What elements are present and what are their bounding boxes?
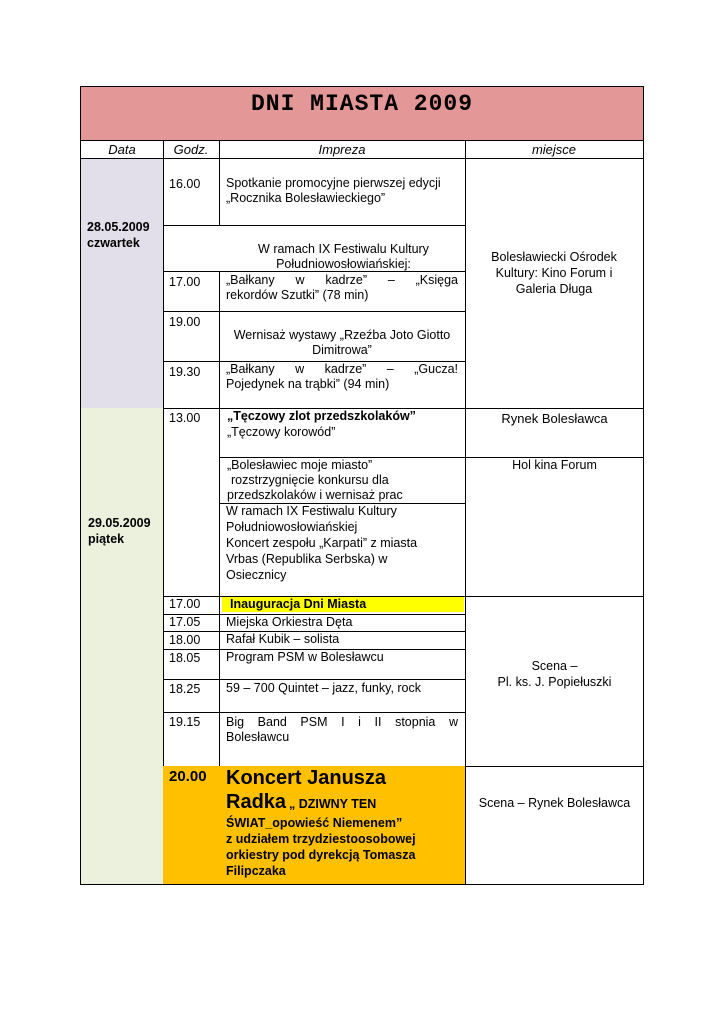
day2-event-cell-5 [219, 614, 466, 632]
final-sub-inline: „ DZIWNY TEN [289, 797, 377, 811]
day1-time-cell-5 [163, 361, 220, 409]
day2-place-cell-final [465, 766, 644, 885]
day2-event-9-line1: Big Band PSM I i II stopnia w [226, 715, 458, 729]
day2-place-cell-2 [465, 457, 644, 597]
day2-time-5: 17.05 [169, 615, 201, 629]
day1-time-3: 17.00 [169, 275, 201, 289]
day2-event-cell-6 [219, 631, 466, 650]
day2-date-cell [80, 408, 164, 885]
day2-date: 29.05.2009 [88, 516, 151, 530]
day2-event-2-line3: przedszkolaków i wernisaż prac [227, 488, 403, 502]
day2-event-cell-3 [219, 503, 466, 597]
day2-time-cell-5 [163, 614, 220, 632]
schedule-title: DNI MIASTA 2009 [250, 91, 474, 117]
final-title-line2: Radka [226, 791, 287, 813]
header-event: Impreza [219, 141, 466, 159]
day2-event-cell-7 [219, 649, 466, 680]
final-line6: Filipczaka [226, 864, 286, 878]
day2-event-1-text: „Tęczowy korowód” [227, 425, 336, 439]
day1-event-3-line2: rekordów Szutki” (78 min) [226, 288, 369, 302]
day2-event-8: 59 – 700 Quintet – jazz, funky, rock [226, 681, 422, 695]
day1-time-1: 16.00 [169, 177, 201, 191]
day2-event-1-bold: „Tęczowy zlot przedszkolaków” [227, 409, 416, 423]
final-line4: z udziałem trzydziestoosobowej [226, 832, 416, 846]
day2-place-cell-1 [465, 408, 644, 458]
header-date: Data [80, 141, 164, 159]
day1-event-cell-2 [163, 225, 466, 272]
day2-time-cell-7 [163, 649, 220, 680]
day1-time-cell-3 [163, 271, 220, 312]
day2-time-cell-6 [163, 631, 220, 650]
day2-event-3-line1: W ramach IX Festiwalu Kultury [226, 504, 397, 518]
day1-place-cell [465, 159, 644, 409]
day2-event-cell-2 [219, 457, 466, 504]
day2-time-cell-1 [163, 408, 220, 597]
day2-event-2-line1: „Bolesławiec moje miasto” [227, 458, 373, 472]
day1-event-cell-3 [219, 271, 466, 312]
day2-event-cell-8 [219, 679, 466, 713]
day2-event-9-line2: Bolesławcu [226, 730, 290, 744]
day2-time-4: 17.00 [169, 597, 201, 611]
day1-event-cell-4 [219, 311, 466, 362]
header-time: Godz. [163, 141, 220, 159]
day1-event-4: Wernisaż wystawy „Rzeźba Joto Giotto Dimitrowa” [233, 328, 451, 357]
day2-time-6: 18.00 [169, 633, 201, 647]
day2-event-4: Inauguracja Dni Miasta [230, 597, 367, 611]
scena-place-line1: Scena – [531, 659, 578, 673]
day1-event-3-line1: „Bałkany w kadrze” – „Księga [226, 273, 458, 287]
day2-time-1: 13.00 [169, 411, 201, 425]
day2-time-9: 19.15 [169, 715, 201, 729]
day2-event-2-line2: rozstrzygnięcie konkursu dla [231, 473, 389, 487]
day1-time-5: 19.30 [169, 365, 201, 379]
day2-time-8: 18.25 [169, 682, 201, 696]
day2-event-3-line3: Koncert zespołu „Karpati” z miasta [226, 536, 418, 550]
day1-time-cell-4 [163, 311, 220, 362]
day1-event-2-line1: W ramach IX Festiwalu Kultury [258, 242, 429, 256]
day2-event-3-line5: Osiecznicy [226, 568, 287, 582]
day2-event-cell-1 [219, 408, 466, 458]
day2-place-1: Rynek Bolesławca [501, 411, 608, 426]
day1-event-cell-1 [219, 159, 466, 226]
day2-time-cell-8 [163, 679, 220, 713]
day1-place: Bolesławiecki Ośrodek Kultury: Kino Forum i Galeria Długa [491, 250, 617, 296]
day2-event-3-line2: Południowosłowiańskiej [226, 520, 358, 534]
day1-event-1: Spotkanie promocyjne pierwszej edycji „Rocznika Bolesławieckiego” [226, 176, 441, 205]
day1-time-cell-1 [163, 159, 220, 226]
day2-event-7: Program PSM w Bolesławcu [226, 650, 384, 664]
day2-event-6: Rafał Kubik – solista [226, 632, 340, 646]
final-time: 20.00 [169, 768, 207, 785]
day2-event-cell-4 [219, 596, 466, 615]
schedule-title-bar [80, 86, 644, 141]
scena-place-line2: Pl. ks. J. Popiełuszki [497, 675, 612, 689]
day2-time-cell-4 [163, 596, 220, 615]
day2-place-cell-scena [465, 596, 644, 767]
day2-time-cell-final [163, 766, 220, 885]
final-place: Scena – Rynek Bolesławca [478, 796, 631, 810]
day1-event-5-line1: „Bałkany w kadrze” – „Gucza! [226, 362, 458, 376]
day1-event-2-line2: Południowosłowiańskiej: [276, 257, 411, 271]
day2-time-cell-9 [163, 712, 220, 767]
day2-time-7: 18.05 [169, 651, 201, 665]
final-title-line1: Koncert Janusza [226, 767, 387, 789]
day1-date-cell [80, 159, 164, 409]
final-line5: orkiestry pod dyrekcją Tomasza [226, 848, 416, 862]
day2-event-cell-final [219, 766, 466, 885]
day2-event-cell-9 [219, 712, 466, 767]
day2-place-2: Hol kina Forum [512, 458, 597, 472]
day1-weekday: czwartek [87, 236, 140, 250]
header-place: miejsce [465, 141, 644, 159]
day1-event-5-line2: Pojedynek na trąbki” (94 min) [226, 377, 390, 391]
day2-event-5: Miejska Orkiestra Dęta [226, 615, 353, 629]
day1-date: 28.05.2009 [87, 220, 150, 234]
day1-event-cell-5 [219, 361, 466, 409]
final-line3: ŚWIAT_opowieść Niemenem” [226, 816, 403, 830]
day1-time-4: 19.00 [169, 315, 201, 329]
day2-weekday: piątek [88, 532, 125, 546]
day2-event-3-line4: Vrbas (Republika Serbska) w [226, 552, 388, 566]
